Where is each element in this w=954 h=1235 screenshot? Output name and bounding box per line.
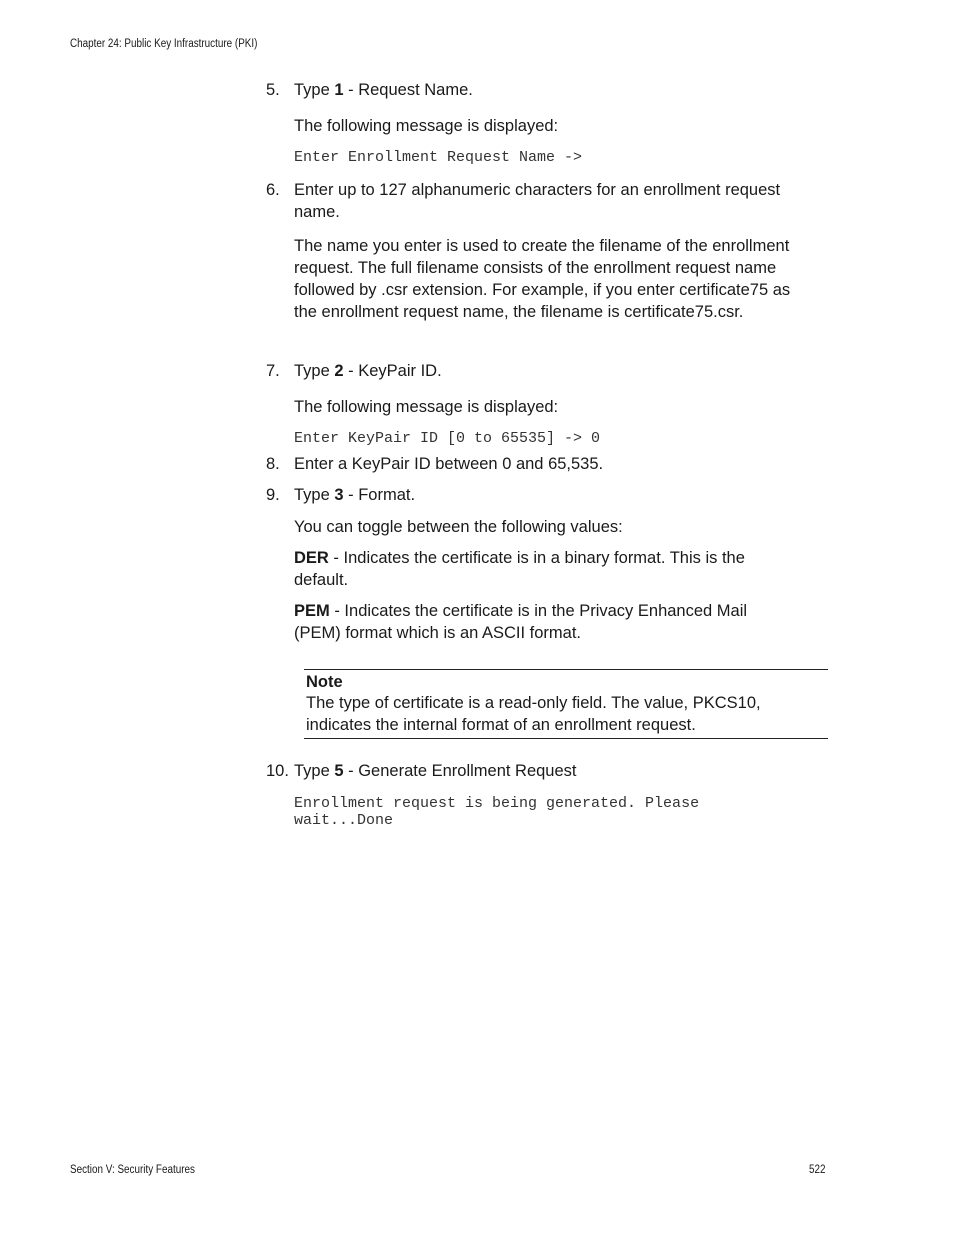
note-title: Note [306,673,343,691]
step-9-number: 9. [266,486,280,504]
step-8-number: 8. [266,455,280,473]
step-5-code: Enter Enrollment Request Name -> [294,149,583,166]
page-number: 522 [809,1164,826,1176]
step-10-code: Enrollment request is being generated. Please wait...Done [294,795,700,829]
step-6-detail: The name you enter is used to create the filename of the enrollment request. The full filename consists of the enrollment request name followed by .csr extension. For example, if you enter certificate75 as the enrollment request name, the filename is certificate75.csr. [294,237,791,321]
step-6-number: 6. [266,181,280,199]
der-description: DER - Indicates the certificate is in a binary format. This is the default. [294,549,745,589]
step-5-text: Type 1 - Request Name. [294,81,473,99]
footer-section: Section V: Security Features [70,1164,195,1176]
note-text: The type of certificate is a read-only field. The value, PKCS10, indicates the internal format of an enrollment request. [306,694,761,734]
running-header: Chapter 24: Public Key Infrastructure (PKI) [70,38,258,50]
note-box [304,669,828,739]
step-9-toggle-intro: You can toggle between the following values: [294,518,623,536]
pem-description: PEM - Indicates the certificate is in the Privacy Enhanced Mail (PEM) format which is an ASCII format. [294,602,748,642]
step-9-text: Type 3 - Format. [294,486,416,504]
step-10-text: Type 5 - Generate Enrollment Request [294,762,577,780]
step-5-number: 5. [266,81,280,99]
step-6-text: Enter up to 127 alphanumeric characters for an enrollment request name. [294,181,781,221]
step-7-message-intro: The following message is displayed: [294,398,559,416]
step-7-number: 7. [266,362,280,380]
step-8-text: Enter a KeyPair ID between 0 and 65,535. [294,455,604,473]
step-7-code: Enter KeyPair ID [0 to 65535] -> 0 [294,430,601,447]
step-5-message-intro: The following message is displayed: [294,117,559,135]
step-10-number: 10. [266,762,289,780]
step-7-text: Type 2 - KeyPair ID. [294,362,442,380]
